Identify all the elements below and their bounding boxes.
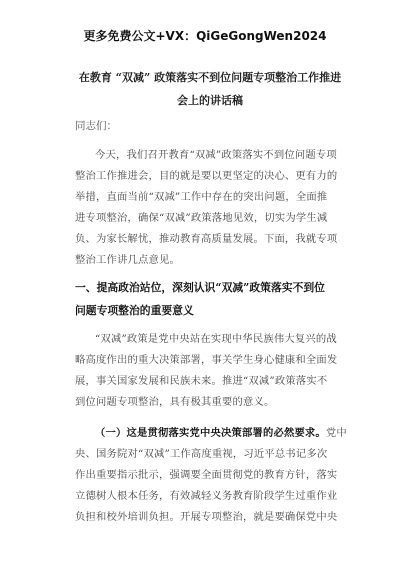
section-heading-line-1: 一、提高政治站位，深刻认识“双减”政策落实不到位 (75, 281, 325, 294)
paragraph-line: 央、国务院对“双减”工作高度重视，习近平总书记多次 (75, 448, 328, 460)
promo-banner: 更多免费公文+VX：QiGeGongWen2024 (83, 29, 327, 43)
subsection-first-line (95, 424, 347, 439)
paragraph-line: 到位问题专项整治，具有极其重要的意义。 (75, 396, 275, 408)
paragraph-line: 立德树人根本任务，有效减轻义务教育阶段学生过重作业 (75, 490, 338, 502)
paragraph-line: 负担和校外培训负担。开展专项整治，就是要确保党中央 (75, 511, 338, 523)
document-title-line-2: 会上的讲话稿 (177, 94, 243, 107)
intro-line: 举措，直面当前“双减”工作中存在的突出问题，全面推 (75, 191, 328, 203)
intro-line: 负、为家长解忧，推动教育高质量发展。下面，我就专项 (75, 233, 338, 245)
intro-line: 今天，我们召开教育“双减”政策落实不到位问题专项 (95, 149, 337, 161)
paragraph-line: 作出重要指示批示，强调要全面贯彻党的教育方针，落实 (75, 469, 338, 481)
intro-line: 整治工作推进会，目的就是要以更坚定的决心、更有力的 (75, 170, 338, 182)
greeting: 同志们： (75, 120, 117, 132)
intro-line: 整治工作讲几点意见。 (75, 254, 180, 266)
section-heading-line-2: 问题专项整治的重要意义 (75, 304, 194, 317)
subsection-lead-text: 党中 (325, 427, 347, 439)
intro-line: 进专项整治，确保“双减”政策落地见效，切实为学生减 (75, 212, 328, 224)
subsection-heading: （一）这是贯彻落实党中央决策部署的必然要求。 (95, 427, 326, 439)
paragraph-line: 略高度作出的重大决策部署，事关学生身心健康和全面发 (75, 354, 338, 366)
paragraph-line: “双减”政策是党中央站在实现中华民族伟大复兴的战 (95, 333, 337, 345)
paragraph-line: 展，事关国家发展和民族未来。推进“双减”政策落实不 (75, 375, 328, 387)
document-title-line-1: 在教育 “双减” 政策落实不到位问题专项整治工作推进 (78, 71, 342, 84)
